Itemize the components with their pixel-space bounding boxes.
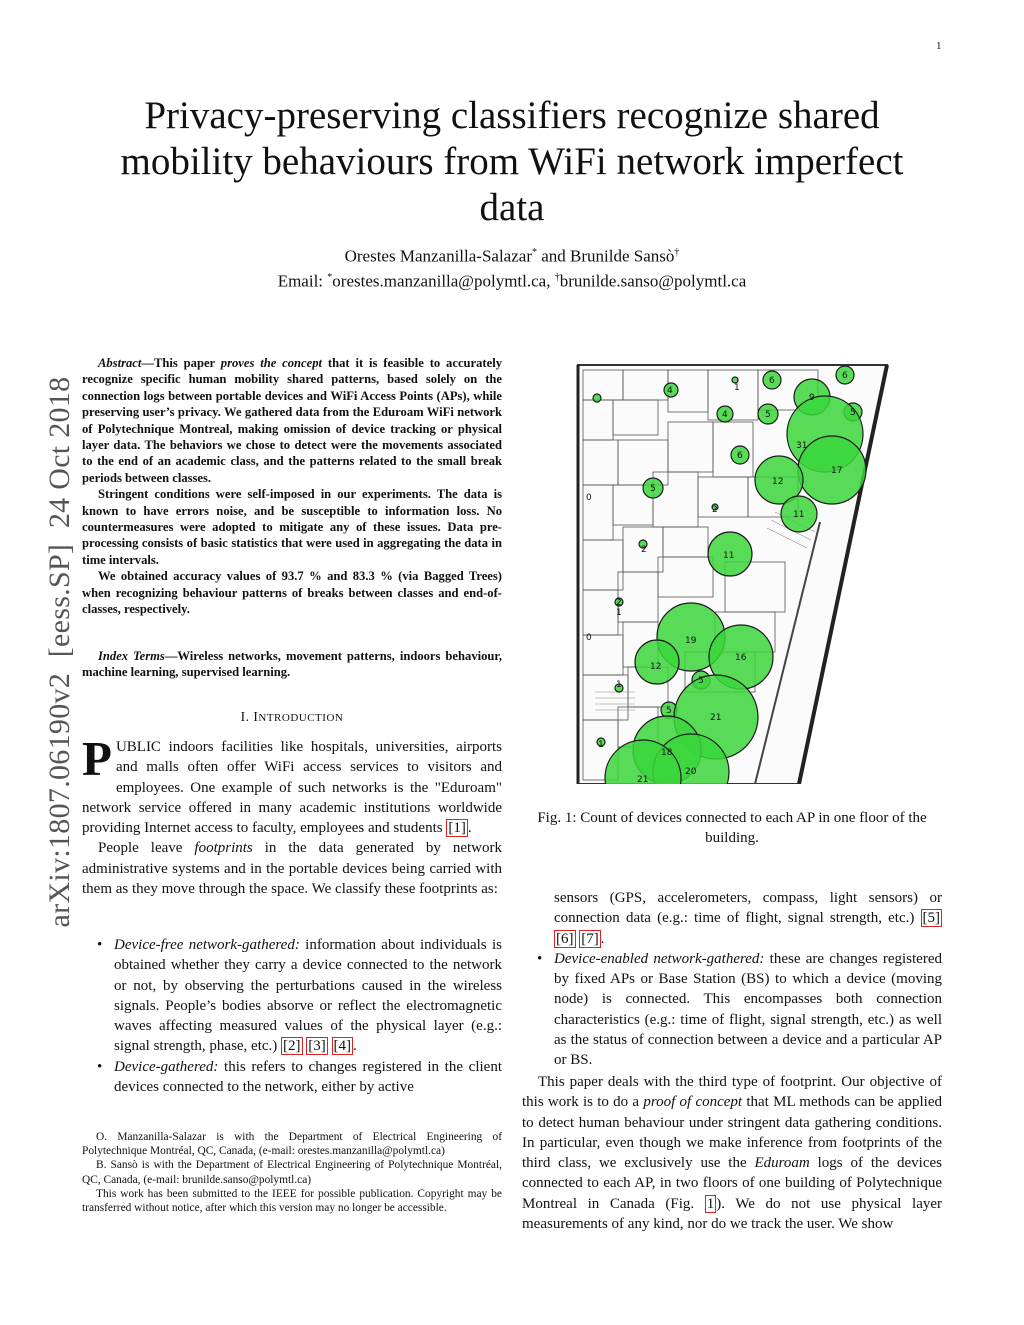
ap-count: 12 (650, 662, 662, 672)
email-1-mark: * (327, 272, 333, 283)
ap-count: 21 (710, 713, 722, 723)
footnote-3: This work has been submitted to the IEEE for possible publication. Copyright may be transferred without notice, after which this version may no longer be accessible. (82, 1187, 502, 1215)
footnotes (82, 1130, 502, 1215)
abstract-label: Abstract (98, 356, 142, 370)
footprint-list (82, 935, 502, 1097)
title-line-1: Privacy-preserving classifiers recognize shared (144, 94, 880, 137)
ap-count: 19 (685, 636, 697, 646)
author-2: Brunilde Sansò (570, 246, 675, 266)
figure-caption: Fig. 1: Count of devices connected to each AP in one floor of the building. (537, 810, 927, 846)
ap-count: 5 (765, 410, 771, 420)
intro-text-1-end: . (467, 820, 472, 837)
ap-count: 0 (586, 493, 592, 503)
objective-text-d: ). We do not use physical layer measurements of any kind, nor do we track the user. We show (522, 1195, 943, 1233)
footnote-2: B. Sansò is with the Department of Electrical Engineering of Polytechnique Montréal, QC, Canada, (e-mail: brunilde.sanso@polymtl.ca) (82, 1159, 502, 1186)
ap-count: 4 (722, 410, 728, 420)
objective-text-b: that ML methods can be applied to detect human behaviour under stringent data gathering conditions. In particular, even though we make inference from footprints of the third class, we exclusively use the (522, 1094, 942, 1172)
bullet-3-term: Device-enabled network-gathered: (554, 950, 765, 967)
author-1: Orestes Manzanilla-Salazar (344, 246, 532, 266)
abstract-paragraph-3: We obtained accuracy values of 93.7 % and 83.3 % (via Bagged Trees) when recognizing behaviour patterns of breaks between classes and end-of-classes, respectively. (82, 569, 502, 617)
citation-link-2[interactable]: [2] (283, 1038, 301, 1055)
index-terms-paragraph (82, 648, 502, 681)
intro-paragraph-2 (82, 838, 502, 899)
section-heading-introduction (82, 709, 502, 725)
ap-count: 5 (666, 706, 672, 716)
citation-link-1[interactable]: [1] (448, 820, 466, 837)
ap-count: 12 (772, 477, 784, 487)
figure-link-1[interactable]: 1 (706, 1195, 715, 1212)
ap-count: 1 (616, 608, 622, 618)
abstract (82, 355, 502, 618)
list-item (114, 935, 502, 1057)
section-number: I. (240, 709, 254, 724)
ap-count: 6 (769, 376, 775, 386)
abstract-text-a: This paper (153, 356, 221, 370)
bullet-1-end: . (353, 1038, 357, 1055)
page-number: 1 (936, 40, 942, 52)
abstract-dash: — (141, 356, 154, 370)
bullet-3-text: these are changes registered by fixed APs or Base Station (BS) to which a device (moving node) is connected. This encompasses both connection characteristics (e.g.: time of flight, signal strength, etc.) as well as the status of connection between a device and a particular AP or BS. (554, 950, 942, 1069)
objective-text (522, 1072, 942, 1234)
index-terms-dash: — (164, 649, 178, 663)
bullet-2-text: this refers to changes registered in the client devices connected to the network, either by active (114, 1058, 502, 1096)
section-initial: I (253, 709, 259, 724)
bullet-2-continuation (522, 888, 942, 949)
objective-paragraph (522, 1072, 942, 1234)
ap-count: 5 (850, 408, 856, 418)
author-1-mark: * (531, 247, 537, 258)
abstract-text-b: that it is feasible to accurately recognize specific human mobility shared patterns, based solely on the connection logs between portable devices and WiFi Access Points (APs), while preserving user’s privacy. We gathered data from the Eduroam WiFi network of Polytechnique Montreal, making omission of device tracking or physical layer data. The behaviors we chose to detect were the movements associated to the end of an academic class, and the patterns related to the small break periods between classes. (82, 356, 503, 485)
title-line-3: data (479, 186, 545, 229)
citation-link-3[interactable]: [3] (308, 1038, 326, 1055)
email-line (112, 268, 912, 292)
drop-cap: P (82, 731, 112, 786)
bullet-2-cont-text: sensors (GPS, accelerometers, compass, light sensors) or connection data (e.g.: time of flight, signal strength, etc.) (554, 890, 942, 927)
citation-link-5[interactable]: [5] (922, 910, 940, 927)
ap-count: 9 (809, 393, 815, 403)
intro-text-2a: People leave (98, 840, 195, 857)
title-line-2: mobility behaviours from WiFi network imperfect (120, 140, 904, 183)
intro-emphasis: footprints (194, 840, 253, 857)
ap-count: 21 (637, 775, 649, 784)
ap-count: 6 (737, 451, 743, 461)
ap-count: 2 (616, 598, 622, 608)
author-2-mark: † (674, 247, 680, 258)
intro-text-2b: in the data generated by network administrative systems and in the portable devices being carried with them as they move through the space. We classify these footprints as: (82, 840, 502, 898)
ap-count: 0 (586, 633, 592, 643)
bullet-2-end: . (600, 930, 605, 947)
index-terms-label: Index Terms (98, 649, 165, 663)
abstract-paragraph-2: Stringent conditions were self-imposed in our experiments. The data is known to have errors noise, and be susceptible to information loss. No countermeasures were adopted to mitigate any of these issues. Data pre-processing consists of basic statistics that were used in aggregating the data in time intervals. (82, 487, 502, 567)
ap-count: 4 (667, 386, 673, 396)
list-item (114, 1057, 502, 1098)
email-2-mark: † (554, 272, 560, 283)
floor-plan-image (575, 362, 897, 784)
ap-count: 18 (661, 748, 673, 758)
ap-count: 1 (616, 680, 622, 690)
objective-text-c: logs of the devices connected to each AP, in two floors of one building of Polytechnique Montreal in Canada (Fig. (522, 1155, 942, 1212)
ap-circle (593, 394, 601, 402)
paper-title (60, 93, 964, 231)
intro-text-1: UBLIC indoors facilities like hospitals, universities, airports and malls often offer WiFi access services to visitors and employees. One example of such networks is the "Eduroam" network service offered in many academic institutions worldwide providing Internet access to faculty, employees and students (82, 739, 502, 837)
bullet-1-text: information about individuals is obtained whether they carry a device connected to the network or not, by observing the perturbations caused in the wireless signals. People’s bodies absorve or reflect the electromagnetic waves affecting measured values of the physical layer (e.g.: signal strength, phase, etc.) (114, 937, 502, 1055)
index-terms (82, 648, 502, 681)
bullet-1-term: Device-free network-gathered: (114, 937, 300, 953)
ap-count: 17 (831, 466, 843, 476)
abstract-paragraph-1 (82, 355, 502, 486)
author-line (112, 243, 912, 267)
list-item (554, 949, 942, 1071)
email-1: orestes.manzanilla@polymtl.ca, (332, 271, 555, 291)
citation-link-4[interactable]: [4] (333, 1038, 352, 1055)
arxiv-identifier: arXiv:1807.06190v2 [eess.SP] 24 Oct 2018 (43, 376, 76, 928)
citation-link-6[interactable]: [6] (556, 930, 574, 947)
figure-floor-plan (575, 362, 897, 784)
citation-link-7[interactable]: [7] (581, 930, 599, 947)
ap-count: 1 (734, 383, 740, 393)
introduction-text (82, 731, 502, 899)
ap-count: 1 (598, 740, 604, 750)
bullet-2-term: Device-gathered: (114, 1058, 219, 1075)
ap-count: 5 (650, 484, 656, 494)
ap-count: 2 (641, 545, 647, 555)
ap-count: 11 (723, 551, 735, 561)
ap-count: 2 (712, 505, 718, 515)
objective-emphasis-1: proof of concept (643, 1094, 743, 1111)
index-terms-text: Wireless networks, movement patterns, indoors behaviour, machine learning, supervised learning. (82, 649, 503, 680)
footnote-1: O. Manzanilla-Salazar is with the Department of Electrical Engineering of Polytechnique Montréal, QC, Canada, (e-mail: orestes.manzanilla@polymtl.ca) (82, 1131, 502, 1158)
section-rest: NTRODUCTION (258, 712, 344, 724)
email-2: brunilde.sanso@polymtl.ca (559, 271, 747, 291)
ap-count: 20 (685, 767, 697, 777)
footprint-list-continued (522, 888, 942, 1071)
objective-text-a: This paper deals with the third type of footprint. Our objective of this work is to do a (522, 1074, 942, 1111)
ap-count: 11 (793, 510, 805, 520)
objective-emphasis-2: Eduroam (754, 1155, 810, 1172)
author-and: and (536, 246, 571, 266)
intro-paragraph-1 (82, 731, 502, 838)
ap-count: 16 (735, 653, 747, 663)
abstract-emphasis: proves the concept (220, 356, 323, 370)
email-label: Email: (277, 271, 328, 291)
ap-count: 6 (842, 371, 848, 381)
ap-count: 5 (698, 676, 704, 686)
ap-count: 31 (796, 441, 808, 451)
